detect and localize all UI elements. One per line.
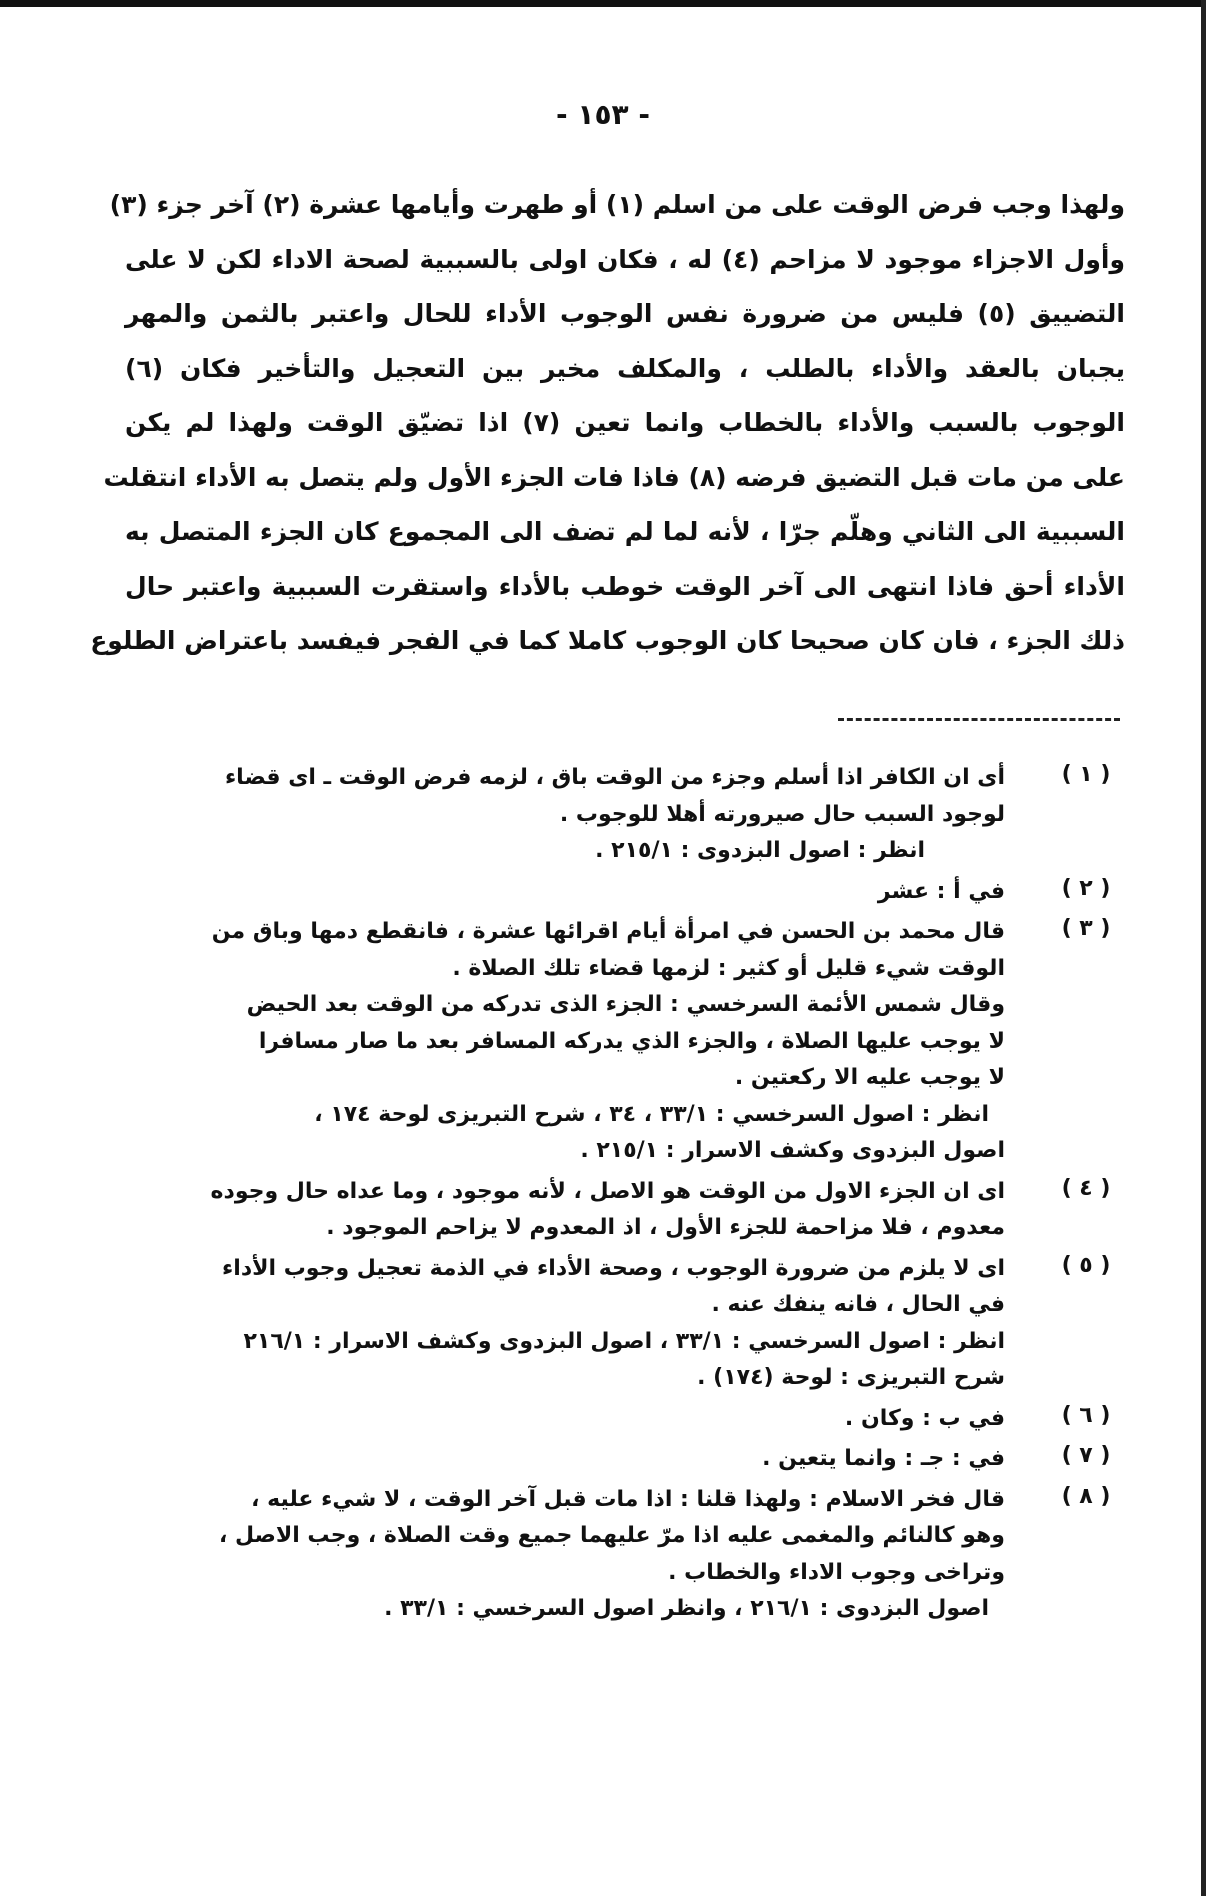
footnote-body xyxy=(115,874,1005,911)
footnote-number: ( ٣ ) xyxy=(1061,916,1111,941)
footnote-number: ( ٦ ) xyxy=(1061,1402,1111,1428)
footnote-line: انظر : اصول البزدوى : ٢١٥/١ . xyxy=(595,838,925,863)
footnote-body xyxy=(115,1482,1005,1628)
footnote-line: قال محمد بن الحسن في امرأة أيام اقرائها عشرة ، فانقطع دمها وباق من xyxy=(211,919,1005,944)
footnote-line: في الحال ، فانه ينفك عنه . xyxy=(711,1292,1005,1317)
main-text-line: ولهذا وجب فرض الوقت على من اسلم (١) أو طهرت وأيامها عشرة (٢) آخر جزء (٣) xyxy=(109,190,1125,219)
page-number: - ١٥٣ - xyxy=(555,98,651,131)
main-text-line: يجبان بالعقد والأداء بالطلب ، والمكلف مخير بين التعجيل والتأخير فكان (٦) xyxy=(125,353,1125,383)
footnote-body xyxy=(115,914,1005,1170)
footnote-line: معدوم ، فلا مزاحمة للجزء الأول ، اذ المعدوم لا يزاحم الموجود . xyxy=(326,1215,1005,1240)
main-text xyxy=(90,178,1125,669)
footnote-line: وقال شمس الأئمة السرخسي : الجزء الذى تدركه من الوقت بعد الحيض xyxy=(246,992,1005,1017)
footnote-body xyxy=(115,1401,1005,1438)
scan-edge-top xyxy=(0,0,1206,7)
footnote-line: في ب : وكان . xyxy=(844,1405,1005,1431)
footnote-number: ( ٤ ) xyxy=(1061,1175,1111,1201)
main-text-line: السببية الى الثاني وهلّم جرّا ، لأنه لما لم تضف الى المجموع كان الجزء المتصل به xyxy=(125,517,1125,546)
footnote-separator xyxy=(838,718,1120,721)
footnote-line: وتراخى وجوب الاداء والخطاب . xyxy=(668,1559,1005,1585)
footnote-line: وهو كالنائم والمغمى عليه اذا مرّ عليهما جميع وقت الصلاة ، وجب الاصل ، xyxy=(218,1523,1005,1548)
footnote-line: اى ان الجزء الاول من الوقت هو الاصل ، لأنه موجود ، وما عداه حال وجوده xyxy=(210,1178,1005,1204)
main-text-line: وأول الاجزاء موجود لا مزاحم (٤) له ، فكان اولى بالسببية لصحة الاداء لكن لا على xyxy=(125,244,1125,274)
footnote-number: ( ٨ ) xyxy=(1061,1483,1111,1509)
footnote-line: شرح التبريزى : لوحة (١٧٤) . xyxy=(697,1365,1005,1390)
footnote-8 xyxy=(115,1482,1115,1628)
footnote-line: لا يوجب عليها الصلاة ، والجزء الذي يدركه المسافر بعد ما صار مسافرا xyxy=(258,1028,1005,1054)
footnote-line: الوقت شيء قليل أو كثير : لزمها قضاء تلك الصلاة . xyxy=(452,955,1005,981)
footnote-5 xyxy=(115,1251,1115,1397)
footnote-number: ( ٢ ) xyxy=(1061,875,1111,901)
footnote-7 xyxy=(115,1441,1115,1478)
footnote-line: اصول البزدوى : ٢١٦/١ ، وانظر اصول السرخسي : ٣٣/١ . xyxy=(384,1596,989,1621)
footnote-line: انظر : اصول السرخسي : ٣٣/١ ، ٣٤ ، شرح التبريزى لوحة ١٧٤ ، xyxy=(314,1101,989,1127)
footnote-body xyxy=(115,1251,1005,1397)
footnote-body xyxy=(115,760,1005,870)
main-text-line: الوجوب بالسبب والأداء بالخطاب وانما تعين (٧) اذا تضيّق الوقت ولهذا لم يكن xyxy=(125,408,1125,437)
footnote-number: ( ١ ) xyxy=(1061,762,1111,787)
scan-edge-right xyxy=(1201,0,1206,1896)
footnote-4 xyxy=(115,1174,1115,1247)
footnote-line: في أ : عشر xyxy=(877,878,1005,904)
footnote-number: ( ٥ ) xyxy=(1061,1252,1111,1278)
footnote-line: اى لا يلزم من ضرورة الوجوب ، وصحة الأداء في الذمة تعجيل وجوب الأداء xyxy=(222,1255,1005,1281)
footnotes xyxy=(115,760,1115,1632)
footnote-line: انظر : اصول السرخسي : ٣٣/١ ، اصول البزدوى وكشف الاسرار : ٢١٦/١ xyxy=(243,1328,1005,1354)
footnote-body xyxy=(115,1174,1005,1247)
footnote-line: لوجود السبب حال صيرورته أهلا للوجوب . xyxy=(559,801,1005,827)
footnote-6 xyxy=(115,1401,1115,1438)
footnote-2 xyxy=(115,874,1115,911)
footnote-line: أى ان الكافر اذا أسلم وجزء من الوقت باق ، لزمه فرض الوقت ـ اى قضاء xyxy=(224,765,1005,790)
footnote-line: قال فخر الاسلام : ولهذا قلنا : اذا مات قبل آخر الوقت ، لا شيء عليه ، xyxy=(251,1486,1005,1512)
footnote-body xyxy=(115,1441,1005,1478)
footnote-1 xyxy=(115,760,1115,870)
footnote-number: ( ٧ ) xyxy=(1061,1443,1111,1468)
main-text-line: الأداء أحق فاذا انتهى الى آخر الوقت خوطب بالأداء واستقرت السببية واعتبر حال xyxy=(125,571,1125,601)
footnote-line: لا يوجب عليه الا ركعتين . xyxy=(734,1065,1005,1090)
main-text-line: على من مات قبل التضيق فرضه (٨) فاذا فات الجزء الأول ولم يتصل به الأداء انتقلت xyxy=(103,462,1125,492)
main-text-line: ذلك الجزء ، فان كان صحيحا كان الوجوب كاملا كما في الفجر فيفسد باعتراض الطلوع xyxy=(90,626,1125,655)
footnote-line: اصول البزدوى وكشف الاسرار : ٢١٥/١ . xyxy=(580,1138,1005,1163)
main-text-line: التضييق (٥) فليس من ضرورة نفس الوجوب الأداء للحال واعتبر بالثمن والمهر xyxy=(125,299,1125,328)
footnote-line: في : جـ : وانما يتعين . xyxy=(762,1446,1005,1471)
footnote-3 xyxy=(115,914,1115,1170)
